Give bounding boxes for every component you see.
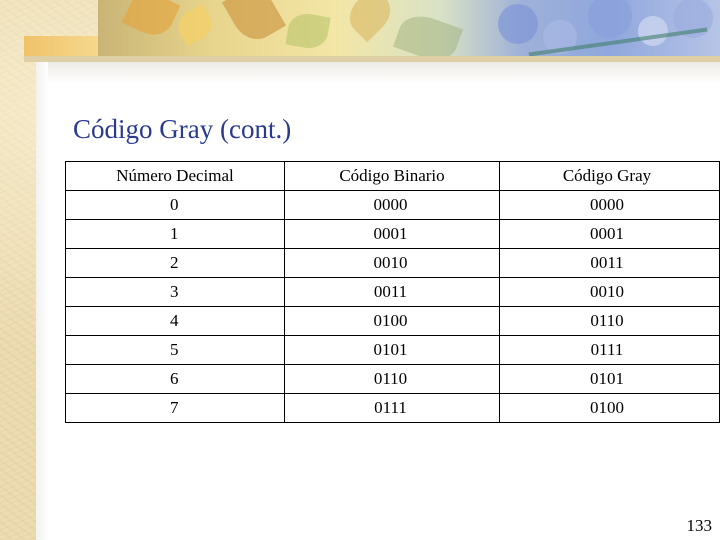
header-gray: Código Gray [500, 162, 720, 191]
decimal-cell: 5 [66, 336, 285, 365]
gray-cell: 0000 [500, 191, 720, 220]
decorative-banner [98, 0, 720, 60]
gray-cell: 0010 [500, 278, 720, 307]
decimal-cell: 0 [66, 191, 285, 220]
header-decimal: Número Decimal [66, 162, 285, 191]
table-row [66, 365, 720, 394]
binary-cell: 0110 [285, 365, 500, 394]
leaf-decoration [122, 0, 181, 42]
header-binary: Código Binario [285, 162, 500, 191]
gray-cell: 0100 [500, 394, 720, 423]
decimal-cell: 2 [66, 249, 285, 278]
leaf-decoration [222, 0, 286, 48]
gray-code-table [65, 161, 720, 423]
flower-decoration [588, 0, 632, 38]
leaf-decoration [285, 11, 330, 51]
table-row [66, 394, 720, 423]
table-row [66, 307, 720, 336]
binary-cell: 0001 [285, 220, 500, 249]
leaf-decoration [393, 9, 463, 60]
panel-top-shadow [36, 62, 720, 84]
decimal-cell: 3 [66, 278, 285, 307]
decimal-cell: 4 [66, 307, 285, 336]
decorative-accent-strip [24, 36, 100, 58]
binary-cell: 0100 [285, 307, 500, 336]
decimal-cell: 6 [66, 365, 285, 394]
leaf-decoration [342, 0, 399, 42]
table-row [66, 249, 720, 278]
binary-cell: 0000 [285, 191, 500, 220]
decimal-cell: 7 [66, 394, 285, 423]
table-header-row [66, 162, 720, 191]
page-number: 133 [686, 516, 712, 535]
gray-cell: 0101 [500, 365, 720, 394]
binary-cell: 0111 [285, 394, 500, 423]
table-row [66, 220, 720, 249]
table-row [66, 278, 720, 307]
binary-cell: 0101 [285, 336, 500, 365]
gray-cell: 0111 [500, 336, 720, 365]
flower-decoration [498, 4, 538, 44]
binary-cell: 0010 [285, 249, 500, 278]
slide-title: Código Gray (cont.) [73, 114, 292, 144]
leaf-decoration [173, 4, 217, 47]
panel-left-shadow [36, 62, 48, 540]
table-row [66, 191, 720, 220]
flower-decoration [638, 16, 668, 46]
gray-cell: 0001 [500, 220, 720, 249]
gray-cell: 0011 [500, 249, 720, 278]
decimal-cell: 1 [66, 220, 285, 249]
table-row [66, 336, 720, 365]
gray-cell: 0110 [500, 307, 720, 336]
binary-cell: 0011 [285, 278, 500, 307]
